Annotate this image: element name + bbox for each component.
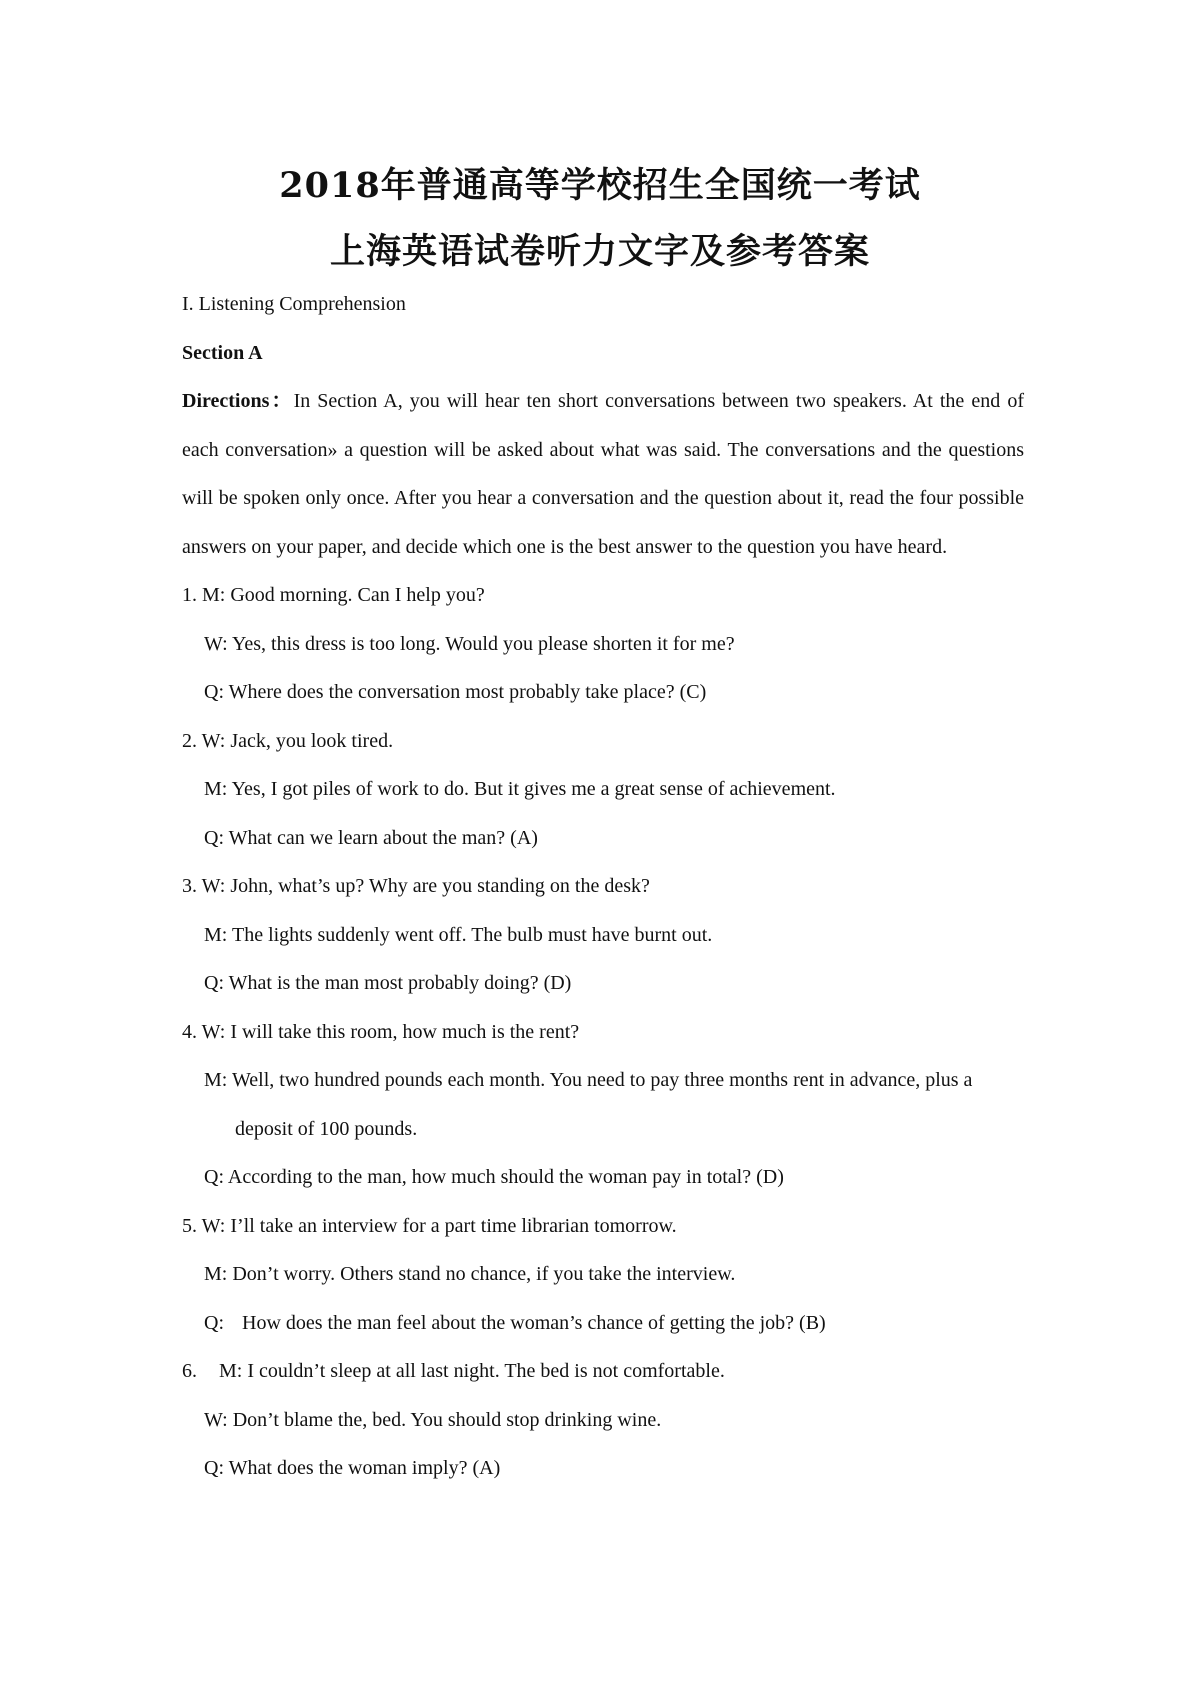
item-1-question: Q: Where does the conversation most probably take place? (C) [204, 681, 707, 703]
item-2-line-2: M: Yes, I got piles of work to do. But it gives me a great sense of achievement. [204, 778, 836, 800]
document-body [182, 280, 1024, 1493]
item-2-question: Q: What can we learn about the man? (A) [204, 826, 538, 849]
item-6-line-1: 6. M: I couldn’t sleep at all last night. The bed is not comfortable. [182, 1360, 725, 1382]
directions-label: Directions： [182, 390, 294, 412]
item-1-line-1: 1. M: Good morning. Can I help you? [182, 584, 485, 606]
item-number: 1. [182, 584, 197, 606]
item-4-line-2: M: Well, two hundred pounds each month. You need to pay three months rent in advance, plus a [204, 1069, 973, 1091]
item-number: 5. [182, 1214, 197, 1237]
item-4-line-2-continued: deposit of 100 pounds. [235, 1117, 418, 1140]
item-3-line-2: M: The lights suddenly went off. The bulb must have burnt out. [204, 923, 713, 946]
item-1-line-2: W: Yes, this dress is too long. Would you please shorten it for me? [204, 632, 735, 655]
item-4-question: Q: According to the man, how much should the woman pay in total? (D) [204, 1166, 784, 1188]
page-subtitle: 上海英语试卷听力文字及参考答案 [329, 231, 870, 272]
part-heading: I. Listening Comprehension [182, 293, 406, 315]
item-number: 6. [182, 1360, 197, 1382]
item-number: 3. [182, 875, 197, 897]
section-heading: Section A [182, 341, 263, 364]
item-5-line-2: M: Don’t worry. Others stand no chance, if you take the interview. [204, 1263, 736, 1285]
item-4-line-1: 4. W: I will take this room, how much is the rent? [182, 1020, 580, 1043]
directions-paragraph [182, 377, 1024, 571]
directions-text: In Section A, you will hear ten short conversations between two speakers. At the end of each conversation» a question will be asked about what was said. The conversations and the questions will be spoken only once. After you hear a conversation and the question about it, read the four possible answers on your paper, and decide which one is the best answer to the question you have heard. [182, 390, 1024, 558]
item-number: 4. [182, 1020, 197, 1043]
item-2-line-1: 2. W: Jack, you look tired. [182, 729, 394, 752]
item-5-line-1: 5. W: I’ll take an interview for a part time librarian tomorrow. [182, 1214, 677, 1237]
item-3-question: Q: What is the man most probably doing? (D) [204, 972, 572, 994]
item-6-question: Q: What does the woman imply? (A) [204, 1457, 501, 1479]
page-title: 2018年普通高等学校招生全国统一考试 [279, 165, 921, 206]
item-6-line-2: W: Don’t blame the, bed. You should stop drinking wine. [204, 1408, 662, 1431]
item-5-question: Q: How does the man feel about the woman’s chance of getting the job? (B) [204, 1311, 826, 1334]
item-3-line-1: 3. W: John, what’s up? Why are you standing on the desk? [182, 875, 650, 897]
item-number: 2. [182, 729, 197, 752]
